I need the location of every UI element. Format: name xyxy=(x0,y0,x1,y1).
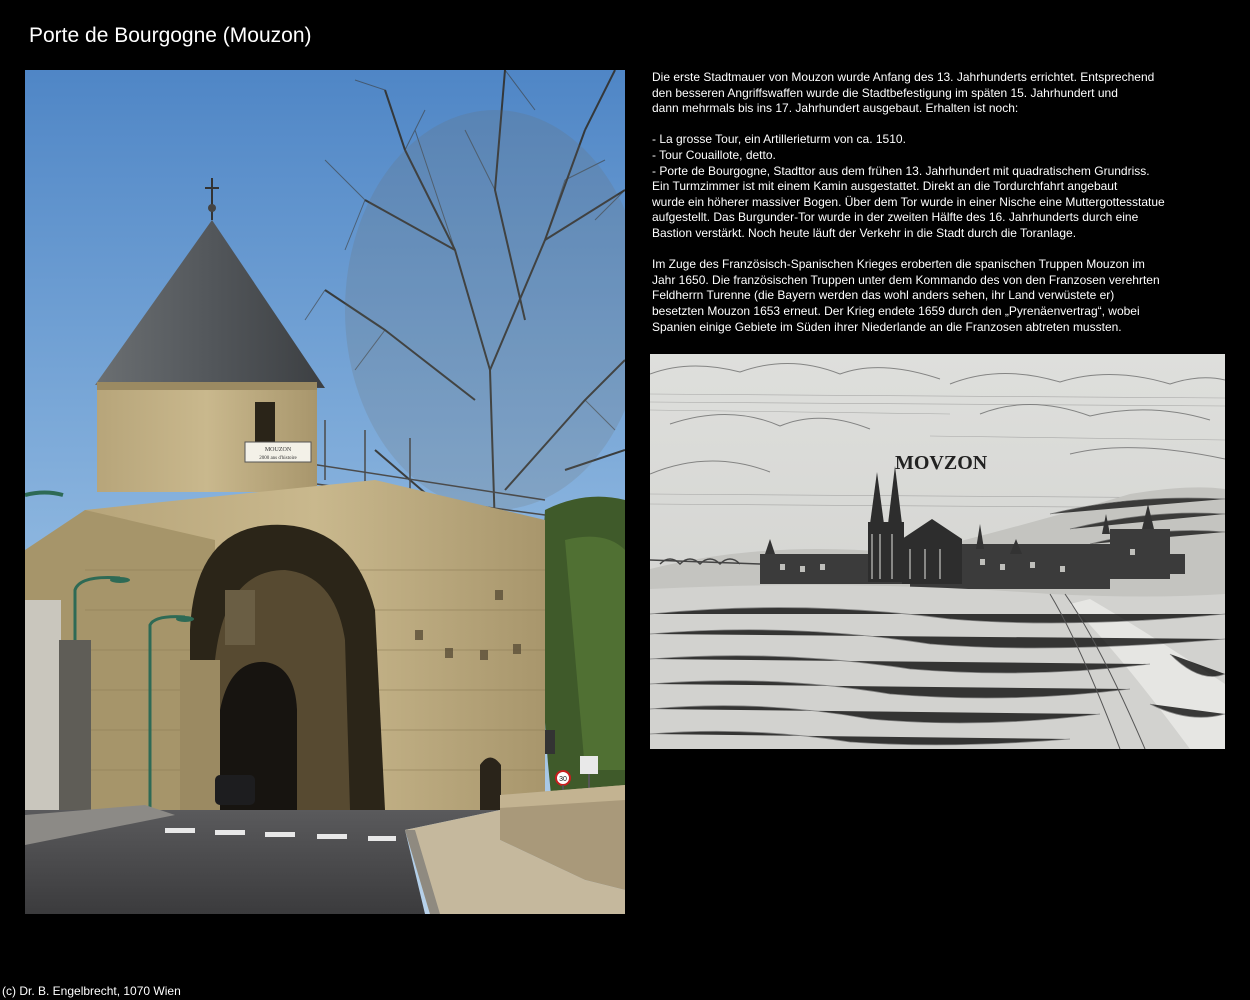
paragraph-history: Die erste Stadtmauer von Mouzon wurde Anfang des 13. Jahrhunderts errichtet. Entsprechend den besseren Angriffswaffen wurde die Stadtbefestigung im späten 15. Jahrhundert und dann mehrmals bis ins 17. Jahrhundert ausgebaut. Erhalten ist noch: xyxy=(652,70,1155,116)
tower-sign-line1: MOUZON xyxy=(264,447,292,453)
tower-sign-line2: 2000 ans d'histoire xyxy=(259,456,297,461)
engraving-title: MOVZON xyxy=(895,452,988,474)
mouzon-engraving xyxy=(650,354,1225,749)
gate-photo xyxy=(25,70,625,914)
paragraph-war: Im Zuge des Französisch-Spanischen Krieges eroberten die spanischen Truppen Mouzon im Jahr 1650. Die französischen Truppen unter dem Kommando des von den Franzosen verehrten Feldherrn Turenne (die Bayern werden das wohl anders sehen, ihr Land verwüstete er) besetzten Mouzon 1653 erneut. Der Krieg endete 1659 durch den „Pyrenäenvertrag“, wobei Spanien einige Gebiete im Süden ihrer Niederlande an die Franzosen abtreten mussten. xyxy=(652,257,1160,334)
page-title: Porte de Bourgogne (Mouzon) xyxy=(29,24,312,47)
speed-limit-sign: 30 xyxy=(559,776,567,783)
paragraph-remains-list: - La grosse Tour, ein Artillerieturm von ca. 1510. - Tour Couaillote, detto. - Porte de Bourgogne, Stadttor aus dem frühen 13. Jahrhundert mit quadratischem Grundriss. Ein Turmzimmer ist mit einem Kamin ausgestattet. Direkt an die Tordurchfahrt angebaut wurde ein höherer massiver Bogen. Über dem Tor wurde in einer Nische eine Muttergottesstatue aufgestellt. Das Burgunder-Tor wurde in der zweiten Hälfte des 16. Jahrhunderts durch eine Bastion verstärkt. Noch heute läuft der Verkehr in die Stadt durch die Toranlage. xyxy=(652,132,1165,240)
description-text xyxy=(652,70,1212,351)
copyright-notice: (c) Dr. B. Engelbrecht, 1070 Wien xyxy=(2,984,181,998)
